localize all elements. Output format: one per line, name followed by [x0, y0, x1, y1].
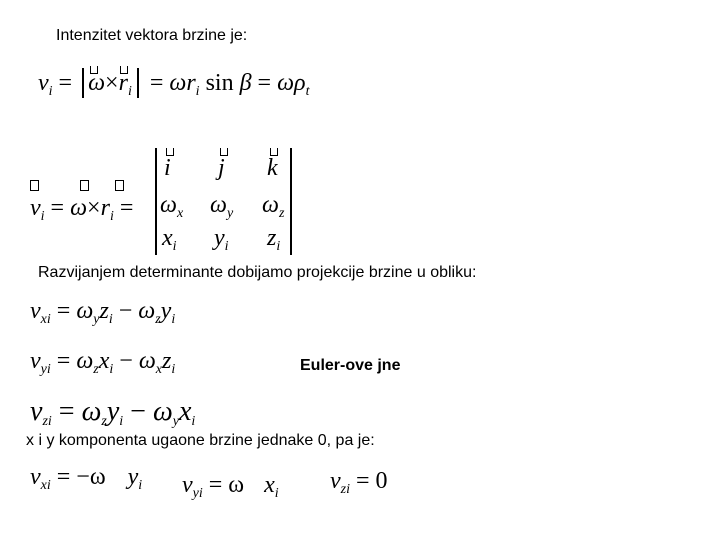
determinant-bar-right: [290, 148, 292, 255]
vector-arrow-icon: [30, 180, 39, 191]
equation-final-v-yi: $v_{yi} = \omega$ $x_i$: [182, 472, 279, 501]
determinant-cell-j: j: [218, 155, 225, 181]
determinant-cell-omega-y: $\omega_y$: [210, 192, 234, 221]
abs-bar-left: [82, 68, 84, 98]
determinant-cell-omega-z: $\omega_z$: [262, 192, 285, 221]
euler-equations-label: Euler-ove jne: [300, 357, 401, 374]
determinant-cell-x-i: $x_i$: [162, 225, 177, 254]
determinant-cell-y-i: $y_i$: [214, 225, 229, 254]
abs-bar-right: [137, 68, 139, 98]
determinant-bar-left: [155, 148, 157, 255]
determinant-cell-i: i: [164, 155, 171, 181]
vector-arrow-icon: [80, 180, 89, 191]
equation-v-zi: $v_{zi} = \omega_zy_i - \omega_yx_i$: [30, 396, 196, 429]
equation-velocity-magnitude: $v_i = \omega\times r_i = \omega r_i$ $\sin \beta = \omega\rho_t$: [38, 70, 310, 99]
heading-components: x i y komponenta ugaone brzine jednake 0, pa je:: [26, 432, 375, 449]
vector-arrow-icon: [115, 180, 124, 191]
heading-projections: Razvijanjem determinante dobijamo projekcije brzine u obliku:: [38, 264, 477, 281]
determinant-cell-k: k: [267, 155, 278, 181]
equation-final-v-zi: $v_{zi} = 0$: [330, 468, 388, 497]
determinant-cell-z-i: $z_i$: [267, 225, 281, 254]
equation-cross-product: $v_i = \omega\times r_i$ =: [30, 195, 134, 224]
equation-final-v-xi: $v_{xi} = -\omega$ $y_i$: [30, 464, 143, 493]
equation-v-yi: $v_{yi} = \omega_zx_i - \omega_xz_i$: [30, 348, 176, 377]
determinant-cell-omega-x: $\omega_x$: [160, 192, 184, 221]
vector-arrow-icon: [120, 66, 128, 74]
equation-v-xi: $v_{xi} = \omega_yz_i - \omega_zy_i$: [30, 298, 176, 327]
heading-intensity: Intenzitet vektora brzine je:: [56, 27, 248, 44]
vector-arrow-icon: [90, 66, 98, 74]
